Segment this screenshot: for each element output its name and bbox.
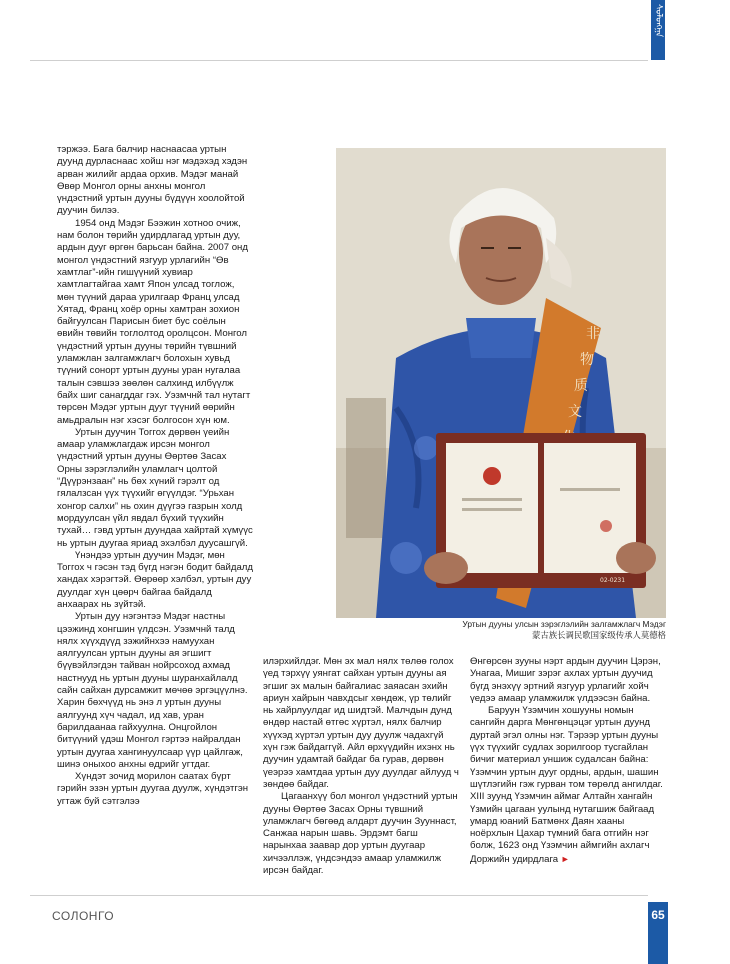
magazine-vertical-title: ᠰᠣᠯᠣᠩᠭ᠋ᠠ [653, 4, 663, 38]
portrait-photo [336, 148, 666, 618]
paragraph: Өнгөрсөн зууны нэрт ардын дуучин Цэрэн, Унагаа, Мишиг зэрэг ахлах уртын дуучид бүгд энэхүү эртний язгуур урлагийг хойч үедээ амаар уламжилж үлдээсэн байна. [470, 656, 661, 704]
caption-mongolian: Уртын дууны улсын зэрэглэлийн залгамжлагч Мэдэг [462, 619, 666, 629]
paragraph-with-arrow [470, 705, 666, 866]
column-3 [470, 656, 666, 866]
paragraph: Хүндэт зочид морилон саатах бүрт гэрийн эзэн уртын дуугаа дуулж, хүндэтгэн угтаж буй сэтгэлээ [57, 771, 249, 807]
paragraph: Баруун Үзэмчин хошууны номын сангийн дарга Мөнгөнцэцэг уртын дуунд дуртай эгэл олны нэг. Тэрээр уртын дууны үүх түүхийг судлах зорилгоор тусгайлан бичиг материал уншиж судалсан байна: Үзэмчин уртын дууг ордны, ардын, шашин шүтлэгийн гэж гурван том төрөлд ангилдаг. XIII зуунд Үзэмчин аймаг Алтайн хангайн Үзмийн цагаан уулынд нутагшиж байгаад умард юаний Батмөнх Даян хааны ноёрхлын Цахар түмний бага отгийн нэг болж, 1623 онд Үзэмчин аймгийн ахлагч Доржийн удирдлага [470, 705, 663, 865]
header-tab [651, 0, 665, 60]
sash-character: 质 [574, 378, 588, 394]
certificate-number: 02-0231 [600, 577, 626, 584]
column-2 [263, 656, 459, 877]
paragraph: Үнэндээ уртын дуучин Мэдэг, мөн Тоггох ч гэсэн тэд бүгд нэгэн бодит байдалд хандах хэрэгтэй. Өөрөөр хэлбэл, уртын дуу дуулдаг хүн цөөрч байгаа байдалд анхаарах нь зүйтэй. [57, 549, 253, 610]
footer-rule [30, 895, 648, 896]
paragraph: илэрхийлдэг. Мөн эх мал нялх төлөө голох үед тэрхүү уянгат сайхан уртын дууны ая эгшиг эх малын байгалиас заяасан эхийн ариун хайрын чавхдсыг хөндөж, үр төлийг нь хайрлуулдаг ид шидтэй. Малчдын дунд өндөр настай өтгөс хүртэл, нялх балчир хүүхэд хүртэл уртын дуу дуулж чадахгүй хүн гэж байдаггүй. Айл өрхүүдийн ихэнх нь дуучин удамтай байдаг ба гурав, дөрвөн үеэрээ хамтдаа уртын дуу дуулдаг айлууд ч зөндөө байдаг. [263, 656, 459, 790]
continue-arrow-icon: ► [560, 853, 570, 864]
paragraph: Уртын дуу нэгэнтээ Мэдэг настны цээжинд хонгшин үлдсэн. Уэзмчнй талд нялх хүүхдүүд зэжийнхээ намуухан аялгуулсан уртын дууны ая эгшигт бүүвэйлэгдэн тайван нойрсоход ахмад настнууд нь уртын дууны шуранхайлалд сайн сайхан дурсамжит мөчөө эргэцүүлнэ. Харин бөхчүүд нь энэ л уртын дууны аялгуунд хүч чадал, ид хав, уран барилдаанаа гайхуулна. Онцгойлон битүүний үдэш Монгол гэртээ найралдан уртын дуугаа хангинуулсаар үүр цайлгаж, шинэ оныхоо анхны өдрийг угтдаг. [57, 611, 248, 770]
photo-caption [336, 619, 666, 641]
paragraph: тэржээ. Бага балчир наснаасаа уртын дуунд дурласнаас хойш нэг мэдэхэд хэдэн арван жилийг ардаа орхив. Мэдэг манай Өвөр Монгол орны анхны монгол үндэстний уртын дууны бүдүүн хоолойтой дуучин билээ. [57, 144, 248, 217]
magazine-name: СОЛОНГО [52, 909, 115, 923]
sash-character: 非 [586, 326, 600, 342]
sash-character: 物 [580, 352, 594, 368]
paragraph: Цагаанхүү бол монгол үндэстний уртын дууны Өөртөө Засах Орны түвшний уламжлагч бөгөөд алдарт дуучин Зууннаст, Санжаа нарын шавь. Эрдэмт багш нарынхаа заавар дор уртын дуугаар хичээллэж, үндсэндээ амаар уламжилж ирсэн байдаг. [263, 791, 458, 877]
paragraph: 1954 онд Мэдэг Бээжин хотноо очиж, нам болон төрийн удирдлагад уртын дуу, ардын дууг өргөн барьсан байна. 2007 онд монгол үндэстний язгуур урлагийн “Өв хамтлаг”-ийн гишүүний хувиар хамтлагтайгаа хамт Япон улсад тоглож, мөн түүний дараа урилгаар Франц улсад Хятад, Франц хоёр орны хамтран зохион байгуулсан Парисын биет бус соёлын өвийн төвийн тоглолтод оролцсон. Монгол үндэстний уртын дууны төрийн түвшний уламжлан залгамжлагч болохын хувьд түүний сонорт уртын дууны уран нугалаа талын сэвшээ зөөлөн салхинд илбүүлж байх шиг санагддаг гэх. Уэзмчнй тал нутагт төрсөн Мэдэг уртын дууг түүний өөрийн амьдралын нэг хэсэг болгосон хүн юм. [57, 217, 251, 426]
column-1 [57, 144, 253, 808]
top-rule [30, 60, 648, 61]
paragraph: Уртын дуучин Тоггох дөрвөн үеийн амаар уламжлагдаж ирсэн монгол үндэстний уртын дууны Өөртөө Засах Орны зэрэглэлийн уламлагч цолтой “Дүүрэнзаан” нь бөх хүний гэрэлт од гялалзсан үүх түүхийг өгүүлдэг. “Урьхан хонгор салхи” нь охин дүүгээ газрын холд мордуулсан үйл явдал бүхий түүхийн тухай… гэвд уртын дуундаа хайртай хүмүүс нь уртын дуугаа яриад эхэлбэл дуусашгүй. [57, 426, 253, 549]
portrait-illustration [336, 148, 666, 618]
sash-character: 文 [568, 404, 582, 420]
page-number: 65 [648, 902, 668, 964]
caption-chinese: 蒙古族长调民歌国家级传承人莫德格 [532, 630, 666, 640]
